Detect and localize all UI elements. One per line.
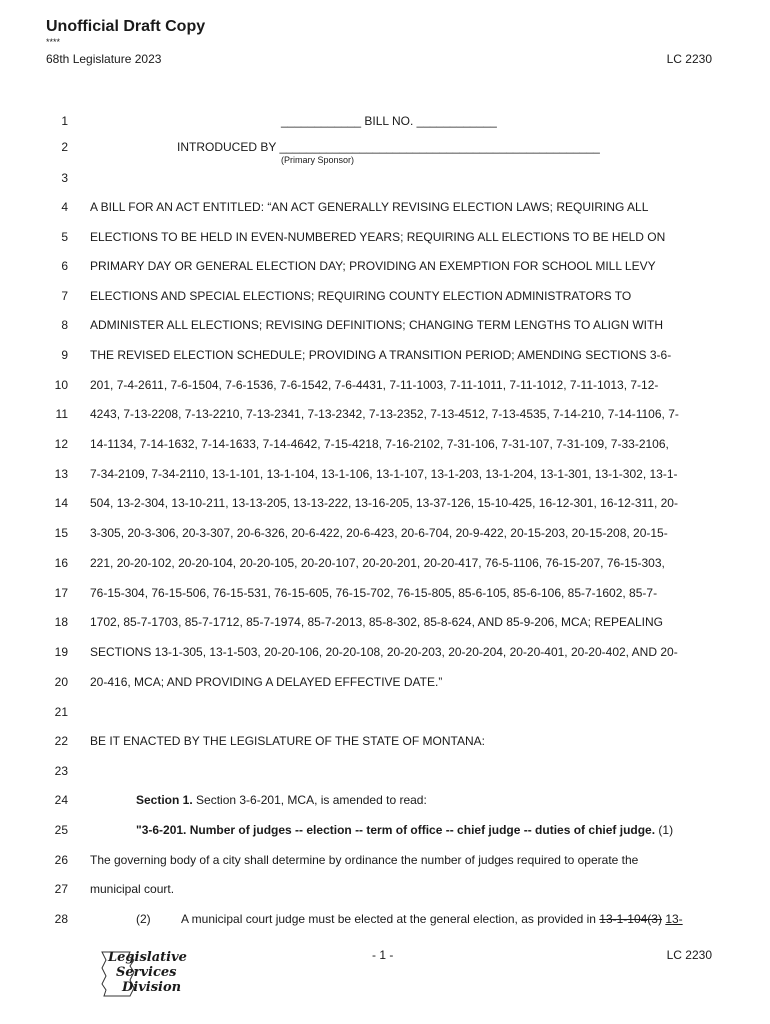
line-number: 8 (61, 318, 68, 332)
bill-line-28 (0, 912, 770, 932)
line-number: 5 (61, 230, 68, 244)
line-number: 20 (54, 675, 68, 689)
bill-line-12 (0, 437, 770, 457)
line-text: SECTIONS 13-1-305, 13-1-503, 20-20-106, 20-20-108, 20-20-203, 20-20-204, 20-20-401, 20-20-402, AND 20- (90, 645, 678, 659)
bill-number-line: ____________ BILL NO. ____________ (281, 114, 497, 128)
line-number: 23 (54, 764, 68, 778)
bill-line-2 (0, 140, 770, 160)
line-text: ELECTIONS AND SPECIAL ELECTIONS; REQUIRING COUNTY ELECTION ADMINISTRATORS TO (90, 289, 632, 303)
bill-line-20 (0, 675, 770, 695)
line-number: 3 (61, 171, 68, 185)
line-number: 18 (54, 615, 68, 629)
bill-line-17 (0, 586, 770, 606)
line-text: 4243, 7-13-2208, 7-13-2210, 7-13-2341, 7-13-2342, 7-13-2352, 7-13-4512, 7-13-4535, 7-14-210, 7-14-1106, 7- (90, 407, 679, 421)
page-number: - 1 - (372, 948, 394, 962)
bill-line-3 (0, 171, 770, 191)
section-heading (136, 793, 427, 807)
line-text: A municipal court judge must be elected at the general election, as provided in (181, 912, 600, 926)
line-number: 28 (54, 912, 68, 926)
line-number: 13 (54, 467, 68, 481)
statute-heading (136, 823, 673, 837)
line-number: 16 (54, 556, 68, 570)
line-text: 7-34-2109, 7-34-2110, 13-1-101, 13-1-104, 13-1-106, 13-1-107, 13-1-203, 13-1-204, 13-1-301, 13-1-302, 13-1- (90, 467, 678, 481)
enacting-clause: BE IT ENACTED BY THE LEGISLATURE OF THE STATE OF MONTANA: (90, 734, 485, 748)
logo-line-2: Services (116, 965, 177, 980)
line-number: 11 (55, 407, 68, 421)
line-text: 20-416, MCA; AND PROVIDING A DELAYED EFFECTIVE DATE.” (90, 675, 443, 689)
line-text: 1702, 85-7-1703, 85-7-1712, 85-7-1974, 85-7-2013, 85-8-302, 85-8-624, AND 85-9-206, MCA; REPEALING (90, 615, 664, 629)
line-number: 27 (54, 882, 68, 896)
primary-sponsor-label: (Primary Sponsor) (281, 155, 355, 165)
line-text: 201, 7-4-2611, 7-6-1504, 7-6-1536, 7-6-1542, 7-6-4431, 7-11-1003, 7-11-1011, 7-11-1012, 7-11-1013, 7-12- (90, 378, 659, 392)
line-number: 10 (54, 378, 68, 392)
legislature-label: 68th Legislature 2023 (46, 52, 162, 66)
statute-title: "3-6-201. Number of judges -- election -- term of office -- chief judge -- duties of chief judge. (136, 823, 656, 837)
line-text: 76-15-304, 76-15-506, 76-15-531, 76-15-605, 76-15-702, 76-15-805, 85-6-105, 85-6-106, 85-7-1602, 85-7- (90, 586, 658, 600)
draft-title: Unofficial Draft Copy (46, 18, 206, 35)
subsection-text (181, 912, 683, 926)
bill-line-1 (0, 114, 770, 134)
line-number: 4 (61, 200, 68, 214)
subsection-number: (2) (136, 912, 151, 926)
bill-line-13 (0, 467, 770, 487)
bill-line-26 (0, 853, 770, 873)
bill-line-19 (0, 645, 770, 665)
bill-line-18 (0, 615, 770, 635)
line-number: 6 (61, 259, 68, 273)
introduced-by-line: INTRODUCED BY ________________________________________________ (177, 140, 600, 154)
draft-stars: **** (46, 37, 61, 47)
line-number: 14 (54, 496, 68, 510)
line-text: 504, 13-2-304, 13-10-211, 13-13-205, 13-13-222, 13-16-205, 13-37-126, 15-10-425, 16-12-301, 16-12-311, 20- (90, 496, 678, 510)
struck-text: 13-1-104(3) (599, 912, 662, 926)
line-text: 14-1134, 7-14-1632, 7-14-1633, 7-14-4642, 7-15-4218, 7-16-2102, 7-31-106, 7-31-107, 7-31-109, 7-33-2106, (90, 437, 669, 451)
line-number: 12 (54, 437, 68, 451)
line-number: 25 (54, 823, 68, 837)
line-text: ADMINISTER ALL ELECTIONS; REVISING DEFINITIONS; CHANGING TERM LENGTHS TO ALIGN WITH (90, 318, 663, 332)
bill-line-15 (0, 526, 770, 546)
logo-line-3: Division (122, 980, 182, 995)
line-text: A BILL FOR AN ACT ENTITLED: “AN ACT GENERALLY REVISING ELECTION LAWS; REQUIRING ALL (90, 200, 649, 214)
section-number: Section 1. (136, 793, 193, 807)
line-number: 17 (54, 586, 68, 600)
section-intro: Section 3-6-201, MCA, is amended to read: (192, 793, 427, 807)
bill-line-8 (0, 318, 770, 338)
lc-number-footer: LC 2230 (666, 948, 712, 962)
bill-line-10 (0, 378, 770, 398)
line-number: 22 (54, 734, 68, 748)
line-text: PRIMARY DAY OR GENERAL ELECTION DAY; PROVIDING AN EXEMPTION FOR SCHOOL MILL LEVY (90, 259, 656, 273)
line-number: 2 (61, 140, 68, 154)
line-text: 3-305, 20-3-306, 20-3-307, 20-6-326, 20-6-422, 20-6-423, 20-6-704, 20-9-422, 20-15-203, 20-15-208, 20-15- (90, 526, 668, 540)
bill-line-16 (0, 556, 770, 576)
line-number: 9 (61, 348, 68, 362)
bill-line-4 (0, 200, 770, 220)
line-text: The governing body of a city shall determine by ordinance the number of judges required to operate the (90, 853, 639, 867)
line-text: municipal court. (90, 882, 175, 896)
bill-line-22 (0, 734, 770, 754)
bill-line-11 (0, 407, 770, 427)
line-number: 26 (54, 853, 68, 867)
bill-line-9 (0, 348, 770, 368)
logo-line-1: Legislative (108, 950, 187, 965)
line-text: 221, 20-20-102, 20-20-104, 20-20-105, 20-20-107, 20-20-201, 20-20-417, 76-5-1106, 76-15-207, 76-15-303, (90, 556, 665, 570)
bill-line-24 (0, 793, 770, 813)
inserted-text: 13- (665, 912, 683, 926)
bill-line-5 (0, 230, 770, 250)
line-number: 7 (61, 289, 68, 303)
bill-line-21 (0, 705, 770, 725)
bill-line-27 (0, 882, 770, 902)
line-number: 21 (54, 705, 68, 719)
lc-number-header: LC 2230 (666, 52, 712, 66)
subsection-marker: (1) (655, 823, 674, 837)
line-text: ELECTIONS TO BE HELD IN EVEN-NUMBERED YEARS; REQUIRING ALL ELECTIONS TO BE HELD ON (90, 230, 666, 244)
bill-line-14 (0, 496, 770, 516)
bill-line-7 (0, 289, 770, 309)
line-number: 15 (54, 526, 68, 540)
line-number: 24 (54, 793, 68, 807)
bill-line-25 (0, 823, 770, 843)
bill-line-6 (0, 259, 770, 279)
line-number: 19 (54, 645, 68, 659)
bill-line-23 (0, 764, 770, 784)
line-text: THE REVISED ELECTION SCHEDULE; PROVIDING A TRANSITION PERIOD; AMENDING SECTIONS 3-6- (90, 348, 672, 362)
legislative-services-division-logo (100, 950, 190, 1000)
line-number: 1 (61, 114, 68, 128)
